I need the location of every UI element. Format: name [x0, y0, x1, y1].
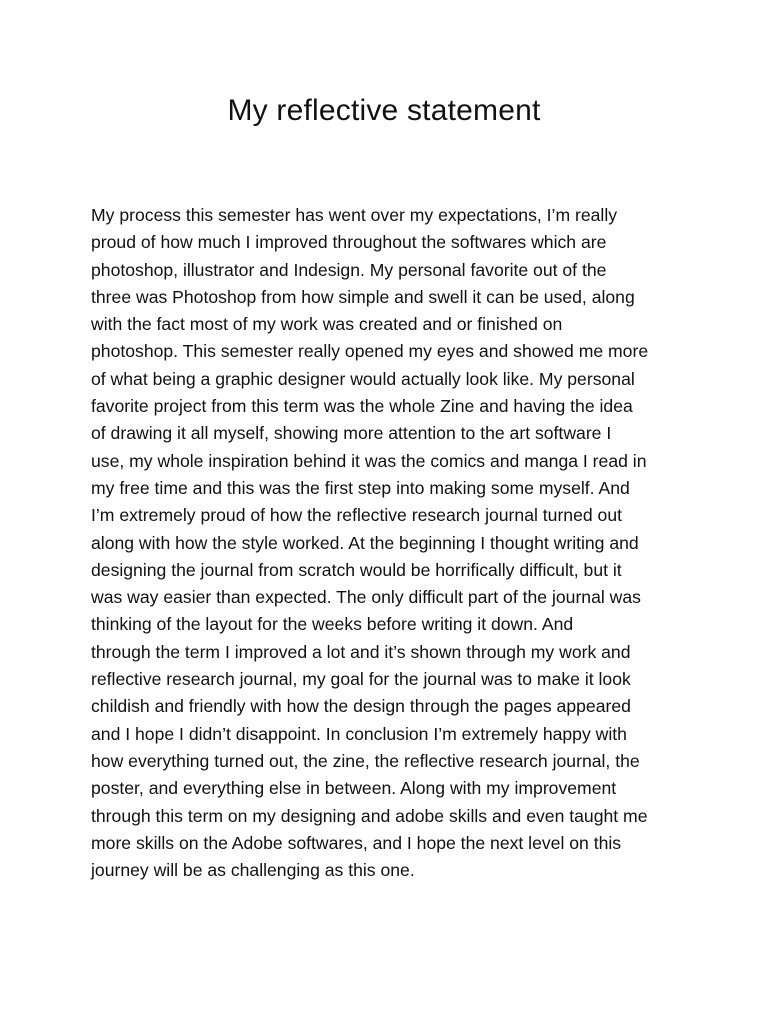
- paragraph-line: childish and friendly with how the design through the pages appeared: [91, 696, 631, 717]
- paragraph-line: of drawing it all myself, showing more attention to the art software I: [91, 423, 612, 444]
- paragraph-line: along with how the style worked. At the beginning I thought writing and: [91, 532, 639, 553]
- paragraph-line: thinking of the layout for the weeks before writing it down. And: [91, 614, 574, 635]
- body-paragraph: [91, 202, 691, 884]
- paragraph-line: My process this semester has went over my expectations, I’m really: [91, 205, 618, 225]
- paragraph-line: photoshop, illustrator and Indesign. My personal favorite out of the: [91, 259, 607, 280]
- paragraph-line: three was Photoshop from how simple and swell it can be used, along: [91, 286, 635, 307]
- paragraph-line: photoshop. This semester really opened my eyes and showed me more: [91, 341, 649, 362]
- paragraph-line: reflective research journal, my goal for the journal was to make it look: [91, 669, 631, 690]
- paragraph-line: use, my whole inspiration behind it was the comics and manga I read in: [91, 450, 647, 471]
- paragraph-line: I’m extremely proud of how the reflective research journal turned out: [91, 505, 623, 526]
- paragraph-line: favorite project from this term was the whole Zine and having the idea: [91, 396, 633, 417]
- paragraph-line: through the term I improved a lot and it’s shown through my work and: [91, 641, 631, 662]
- paragraph-line: my free time and this was the first step into making some myself. And: [91, 477, 630, 498]
- paragraph-line: with the fact most of my work was created and or finished on: [91, 314, 563, 335]
- paragraph-line: how everything turned out, the zine, the reflective research journal, the: [91, 750, 640, 771]
- paragraph-line: poster, and everything else in between. Along with my improvement: [91, 778, 617, 799]
- paragraph-line: journey will be as challenging as this one.: [91, 860, 415, 881]
- paragraph-line: was way easier than expected. The only difficult part of the journal was: [91, 587, 641, 608]
- paragraph-line: more skills on the Adobe softwares, and I hope the next level on this: [91, 832, 622, 853]
- paragraph-line: designing the journal from scratch would be horrifically difficult, but it: [91, 559, 622, 580]
- paragraph-line: and I hope I didn’t disappoint. In conclusion I’m extremely happy with: [91, 723, 627, 744]
- paragraph-line: of what being a graphic designer would actually look like. My personal: [91, 368, 635, 389]
- paragraph-line: proud of how much I improved throughout the softwares which are: [91, 232, 607, 253]
- page-title: My reflective statement: [227, 94, 541, 127]
- paragraph-line: through this term on my designing and adobe skills and even taught me: [91, 805, 648, 826]
